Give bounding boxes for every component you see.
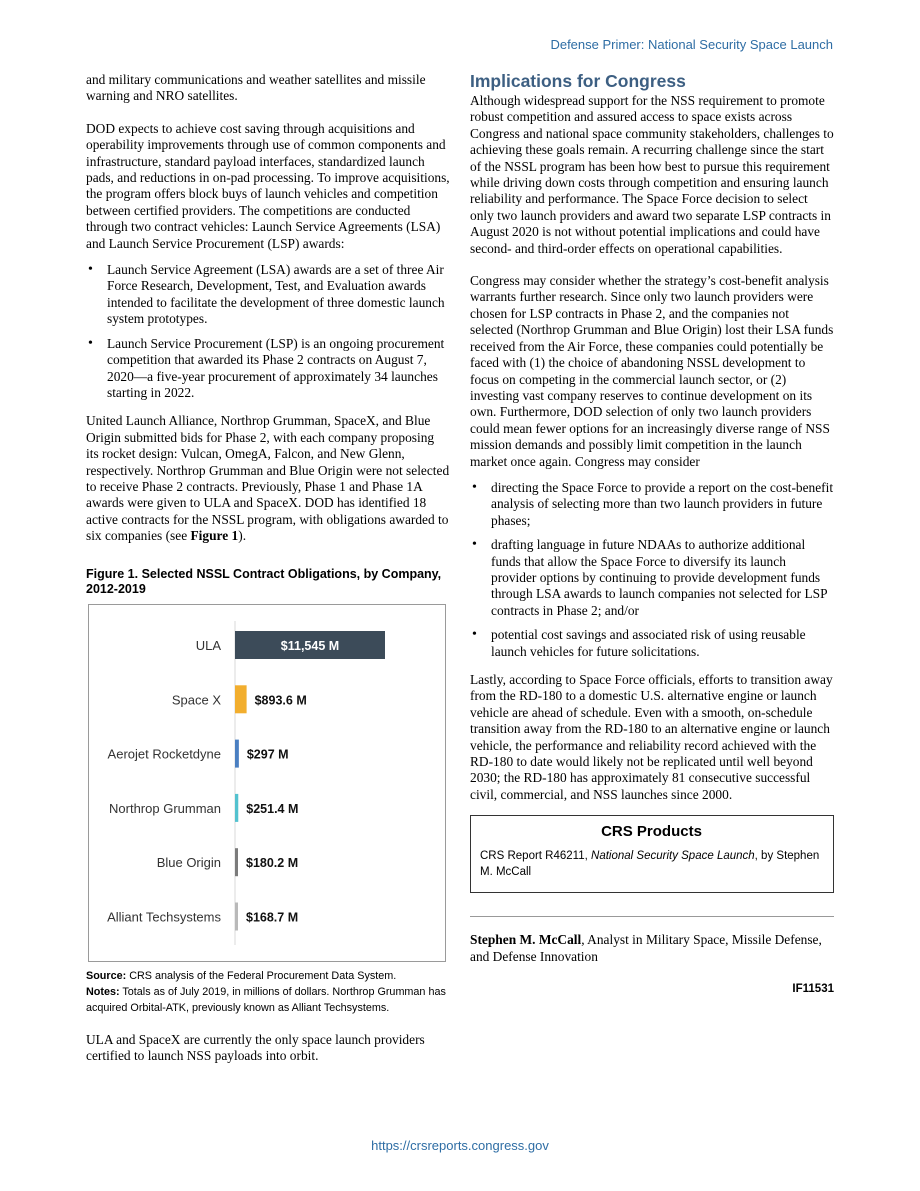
author-role: , Analyst in Military Space, Missile Defense, and Defense Innovation — [470, 931, 822, 964]
notes-label: Notes: — [86, 985, 120, 998]
product-code: IF11531 — [792, 982, 834, 995]
figure-notes — [86, 968, 450, 1016]
paragraph: Congress may consider whether the strategy’s cost-benefit analysis warrants further research. Since only two launch providers were chosen for LSP contracts in Phase 2, and the companies not selected (Northrop Grumman and Blue Origin) lost their LSA funds received from the Air Force, these companies could potentially be faced with (1) the choice of abandoning NSSL development to focus on competing in the commercial launch sector, or (2) investing vast company reserves to continue development on its own. Furthermore, DOD selection of only two launch providers could mean fewer options for an increasingly diverse range of NSS mission demands and possibly limit competition in the launch market once again. Congress may consider — [470, 273, 834, 469]
data-label: $180.2 M — [246, 855, 299, 870]
footer-url: https://crsreports.congress.gov — [371, 1138, 549, 1153]
bar — [235, 685, 247, 713]
running-header: Defense Primer: National Security Space Launch — [550, 37, 833, 52]
category-label: Alliant Techsystems — [107, 909, 221, 925]
data-label: $11,545 M — [280, 638, 340, 653]
crs-suffix: , by Stephen M. McCall — [480, 849, 820, 878]
notes-line — [86, 984, 450, 1016]
list-item: • drafting language in future NDAAs to authorize additional funds that allow the Space Force to diversify its launch provider options by continuing to provide development funds through LSA awards to launch companies not selected for LSP contracts in Phase 2; and/or — [470, 537, 834, 619]
paragraph-text: ). — [238, 528, 247, 544]
chart-svg — [89, 605, 445, 961]
data-label: $251.4 M — [246, 801, 299, 816]
bullet-list — [86, 262, 450, 401]
divider — [470, 916, 834, 917]
bar — [235, 902, 238, 930]
list-item: • Launch Service Agreement (LSA) awards are a set of three Air Force Research, Development, Test, and Evaluation awards intended to facilitate the development of three domestic launch system prototypes. — [86, 262, 450, 328]
paragraph — [86, 413, 450, 544]
bullet-list — [470, 480, 834, 660]
source-text: CRS analysis of the Federal Procurement Data System. — [126, 969, 397, 982]
paragraph: Although widespread support for the NSS requirement to promote robust competition and assured access to space exists across Congress and national space community stakeholders, challenges to achieving these goals remain. A recurring challenge since the start of the NSSL program has been how best to pursue this requirement while driving down costs through competition and ensuring launch reliability and performance. The Space Force decision to select only two launch providers and award two separate LSP contracts in August 2020 is not without potential implications and could have second- and third-order effects on operational capabilities. — [470, 93, 834, 256]
author-name: Stephen M. McCall — [470, 931, 582, 947]
crs-box-body — [480, 848, 823, 880]
bar — [235, 793, 238, 821]
bar — [235, 739, 239, 767]
left-column — [86, 72, 450, 1080]
right-column — [470, 72, 834, 997]
crs-prefix: CRS Report R46211, — [480, 849, 592, 862]
bar — [235, 848, 238, 876]
list-item: • potential cost savings and associated risk of using reusable launch vehicles for future solicitations. — [470, 627, 834, 660]
source-label: Source: — [86, 969, 127, 982]
figure-title: Figure 1. Selected NSSL Contract Obligations, by Company, 2012-2019 — [86, 566, 442, 597]
data-label: $893.6 M — [254, 692, 307, 707]
paragraph: and military communications and weather satellites and missile warning and NRO satellites. — [86, 72, 426, 104]
category-label: Aerojet Rocketdyne — [107, 746, 221, 762]
list-item: • directing the Space Force to provide a report on the cost-benefit analysis of selecting more than two launch providers in future phases; — [470, 480, 834, 529]
notes-text: Totals as of July 2019, in millions of dollars. Northrop Grumman has acquired Orbital-ATK, previously known as Alliant Techsystems. — [86, 985, 446, 1014]
data-label: $297 M — [246, 747, 289, 762]
section-heading: Implications for Congress — [470, 71, 686, 91]
category-label: ULA — [195, 637, 221, 653]
source-line — [86, 968, 450, 984]
author-line — [470, 931, 834, 965]
category-label: Space X — [171, 691, 221, 707]
paragraph: Lastly, according to Space Force officials, efforts to transition away from the RD-180 to a domestic U.S. alternative engine or launch vehicle are ahead of schedule. Even with a smooth, on-schedule transition away from the RD-180 to an alternative engine or launch vehicle, the performance and reliability record achieved with the RD-180 to date would likely not be replicated until well beyond 2030; the RD-180 has approximately 81 consecutive successful civil, commercial, and NSS launches since 2000. — [470, 672, 833, 802]
crs-box-title: CRS Products — [601, 823, 702, 841]
category-label: Blue Origin — [156, 854, 221, 870]
paragraph: ULA and SpaceX are currently the only space launch providers certified to launch NSS payloads into orbit. — [86, 1031, 425, 1063]
crs-report-title: National Security Space Launch — [591, 849, 755, 862]
bar-chart — [88, 604, 446, 962]
category-label: Northrop Grumman — [109, 800, 221, 816]
paragraph: DOD expects to achieve cost saving through acquisitions and operability improvements through use of common components and infrastructure, standard payload interfaces, standardized launch pads, and reductions in on-pad processing. To improve acquisitions, the program offers block buys of launch vehicles and competition between certified providers. The competitions are conducted through two contract vehicles: Launch Service Agreements (LSA) and Launch Service Procurement (LSP) awards: — [86, 120, 450, 251]
data-label: $168.7 M — [246, 910, 299, 925]
crs-products-box — [470, 815, 834, 892]
list-item: • Launch Service Procurement (LSP) is an ongoing procurement competition that awarded its Phase 2 contracts on August 7, 2020—a five-year procurement of approximately 34 launches starting in 2022. — [86, 336, 450, 402]
figure-reference: Figure 1 — [190, 528, 239, 544]
paragraph-text: United Launch Alliance, Northrop Grumman, SpaceX, and Blue Origin submitted bids for Phase 2, with each company proposing its rocket design: Vulcan, OmegA, Falcon, and New Glenn, respectively. Northrop Grumman and Blue Origin were not selected to receive Phase 2 contracts. Previously, Phase 1 and Phase 1A awards were given to ULA and SpaceX. DOD has identified 18 active contracts for the NSSL program, with obligations awarded to six companies (see — [86, 413, 450, 544]
